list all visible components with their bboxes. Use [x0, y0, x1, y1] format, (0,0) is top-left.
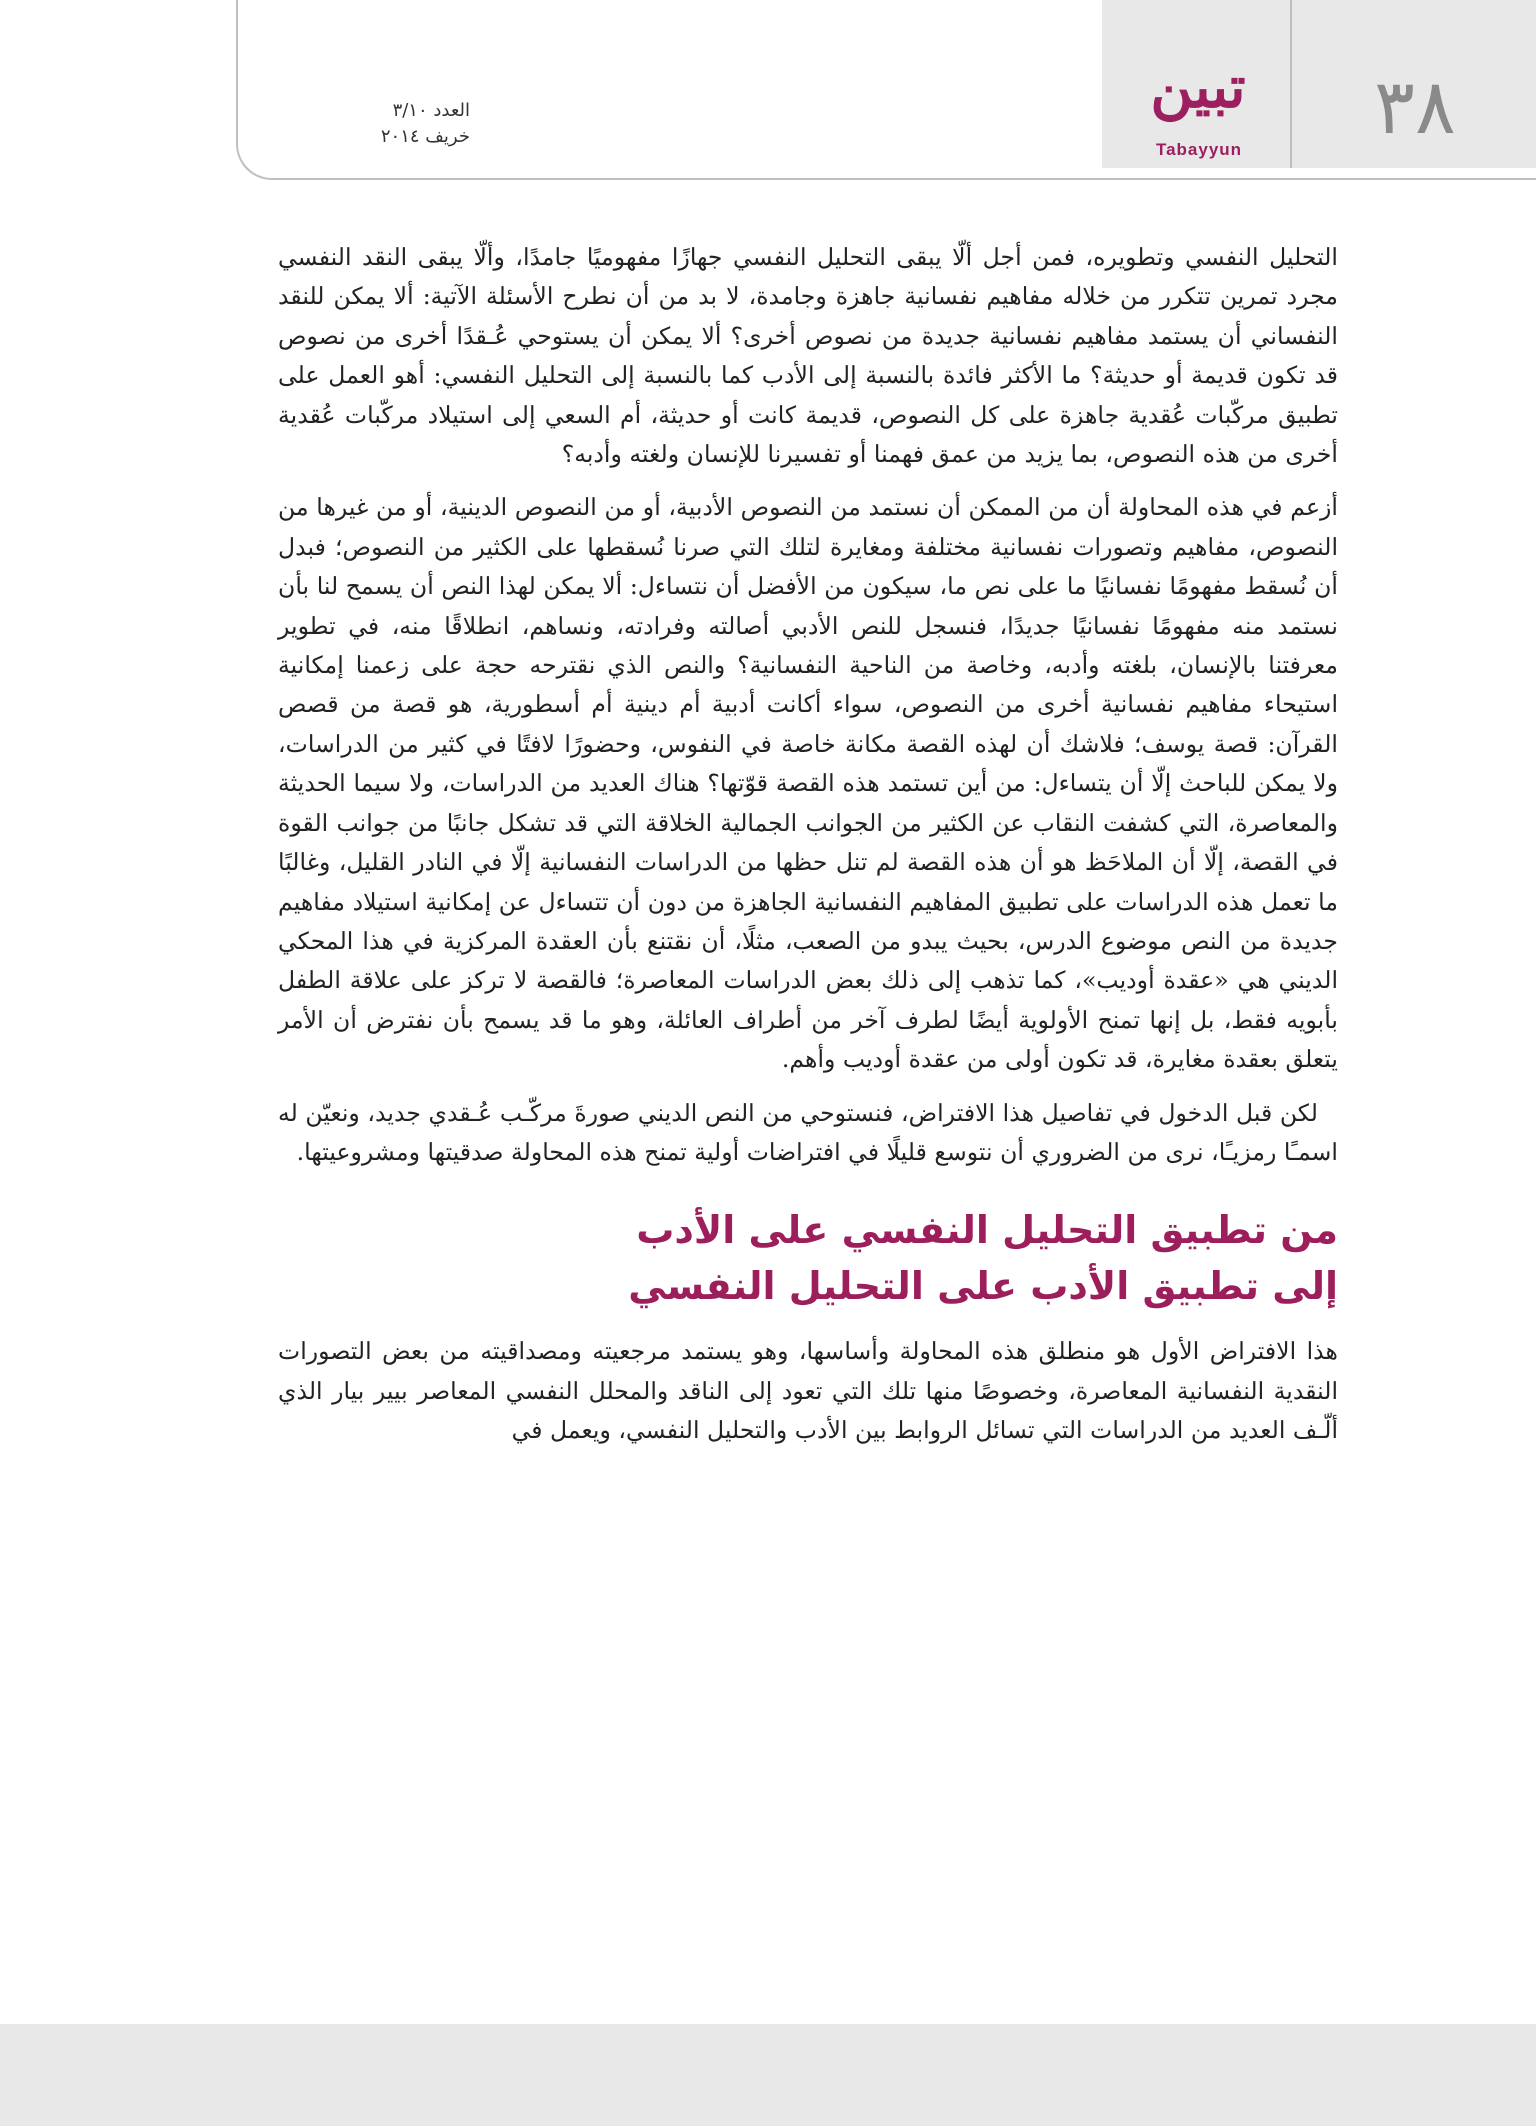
- journal-logo-arabic: تبين: [1150, 53, 1246, 121]
- article-body: [278, 238, 1338, 1465]
- body-paragraph: أزعم في هذه المحاولة أن من الممكن أن نستمد من النصوص الأدبية، أو من النصوص الدينية، أو من غيرها من النصوص، مفاهيم وتصورات نفسانية مختلفة ومغايرة لتلك التي صرنا نُسقطها على الكثير من النصوص؛ فبدل أن نُسقط مفهومًا نفسانيًا ما على نص ما، سيكون من الأفضل أن نتساءل: ألا يمكن لهذا النص أن يسمح لنا بأن نستمد منه مفهومًا نفسانيًا جديدًا، فنسجل للنص الأدبي أصالته وفرادته، ونساهم، انطلاقًا منه، في تطوير معرفتنا بالإنسان، بلغته وأدبه، وخاصة من الناحية النفسانية؟ والنص الذي نقترحه حجة على زعمنا إمكانية استيحاء مفاهيم نفسانية أخرى من النصوص، سواء أكانت أدبية أم دينية أم أسطورية، هو قصة من قصص القرآن: قصة يوسف؛ فلاشك أن لهذه القصة مكانة خاصة في النفوس، وحضورًا لافتًا في كثير من الدراسات، ولا يمكن للباحث إلّا أن يتساءل: من أين تستمد هذه القصة قوّتها؟ هناك العديد من الدراسات، ولا سيما الحديثة والمعاصرة، التي كشفت النقاب عن الكثير من الجوانب الجمالية الخلاقة التي قد تشكل جانبًا من جوانب القوة في القصة، إلّا أن الملاحَظ هو أن هذه القصة لم تنل حظها من الدراسات النفسانية إلّا في النادر القليل، وغالبًا ما تعمل هذه الدراسات على تطبيق المفاهيم النفسانية الجاهزة من دون أن تتساءل عن إمكانية استيلاد مفاهيم جديدة من النص موضوع الدرس، بحيث يبدو من الصعب، مثلًا، أن نقتنع بأن العقدة المركزية في هذا المحكي الديني هي «عقدة أوديب»، كما تذهب إلى ذلك بعض الدراسات المعاصرة؛ فالقصة لا تركز على علاقة الطفل بأبويه فقط، بل إنها تمنح الأولوية أيضًا لطرف آخر من أطراف العائلة، وهو ما قد يسمح بأن نفترض أن الأمر يتعلق بعقدة مغايرة، قد تكون أولى من عقدة أوديب وأهم.: [278, 493, 1338, 1074]
- issue-number: العدد ٣/١٠: [392, 100, 470, 121]
- issue-info: [270, 98, 470, 150]
- section-heading: [278, 1202, 1338, 1314]
- body-paragraph: التحليل النفسي وتطويره، فمن أجل ألّا يبقى التحليل النفسي جهازًا مفهوميًا جامدًا، وألّا يبقى النقد النفسي مجرد تمرين تتكرر من خلاله مفاهيم نفسانية جاهزة وجامدة، لا بد من أن نطرح الأسئلة الآتية: ألا يمكن للنقد النفساني أن يستمد مفاهيم نفسانية جديدة من نصوص أخرى؟ ألا يمكن أن يستوحي عُـقدًا أخرى من نصوص قد تكون قديمة أو حديثة؟ ما الأكثر فائدة بالنسبة إلى الأدب كما بالنسبة إلى التحليل النفسي: أهو العمل على تطبيق مركّبات عُقدية جاهزة على كل النصوص، قديمة كانت أو حديثة، أم السعي إلى استيلاد مركّبات عُقدية أخرى من هذه النصوص، بما يزيد من عمق فهمنا أو تفسيرنا للإنسان ولغته وأدبه؟: [278, 243, 1338, 469]
- body-paragraph: لكن قبل الدخول في تفاصيل هذا الافتراض، فنستوحي من النص الديني صورةَ مركّـب عُـقدي جديد، ونعيّن له اسمـًا رمزيـًا، نرى من الضروري أن نتوسع قليلًا في افتراضات أولية تمنح هذه المحاولة صدقيتها ومشروعيتها.: [278, 1098, 1338, 1166]
- page-number: ٣٨: [1374, 62, 1456, 151]
- body-paragraph: هذا الافتراض الأول هو منطلق هذه المحاولة وأساسها، وهو يستمد مرجعيته ومصداقيته من بعض التصورات النقدية النفسانية المعاصرة، وخصوصًا منها تلك التي تعود إلى الناقد والمحلل النفسي المعاصر بيير بيار الذي ألّـف العديد من الدراسات التي تسائل الروابط بين الأدب والتحليل النفسي، ويعمل في: [278, 1337, 1338, 1445]
- issue-season: خريف ٢٠١٤: [380, 126, 470, 148]
- footer-band: [0, 2024, 1536, 2126]
- section-heading-line: من تطبيق التحليل النفسي على الأدب: [636, 1208, 1338, 1253]
- journal-logo-latin: Tabayyun: [1155, 140, 1243, 159]
- section-heading-line: إلى تطبيق الأدب على التحليل النفسي: [628, 1264, 1338, 1309]
